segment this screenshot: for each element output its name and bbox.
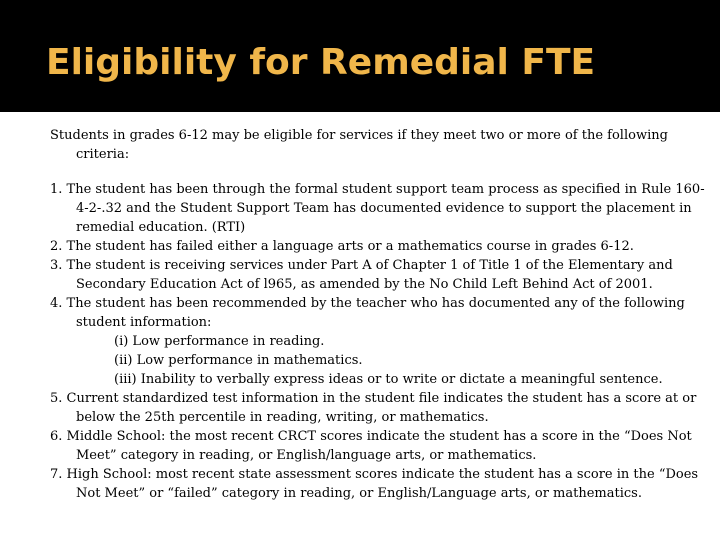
criterion-2: 2. The student has failed either a language arts or a mathematics course in grades 6-12.: [50, 239, 634, 254]
criterion-7: 7. High School: most recent state assessment scores indicate the student has a score in the “Does Not Meet” or “failed” category in reading, or English/Language arts, or mathematics.: [50, 467, 699, 501]
criterion-6: 6. Middle School: the most recent CRCT scores indicate the student has a score in the “Does Not Meet” category in reading, or English/language arts, or mathematics.: [50, 429, 692, 463]
intro-text: Students in grades 6-12 may be eligible for services if they meet two or more of the following criteria:: [50, 128, 668, 162]
criteria-list: [50, 180, 710, 503]
criterion-1: 1. The student has been through the formal student support team process as specified in Rule 160-4-2-.32 and the Student Support Team has documented evidence to support the placement in remedial education. (RTI): [50, 182, 705, 235]
subitem-low-reading: (i) Low performance in reading.: [114, 334, 325, 349]
slide-content: [50, 126, 710, 503]
title-bar: [0, 0, 720, 112]
subitem-low-math: (ii) Low performance in mathematics.: [114, 353, 363, 368]
criterion-3: 3. The student is receiving services under Part A of Chapter 1 of Title 1 of the Elementary and Secondary Education Act of l965, as amended by the No Child Left Behind Act of 2001.: [50, 258, 673, 292]
subitem-express-ideas: (iii) Inability to verbally express ideas or to write or dictate a meaningful sentence.: [114, 372, 663, 387]
criterion-4-text: 4. The student has been recommended by the teacher who has documented any of the following student information:: [50, 296, 685, 330]
criterion-5: 5. Current standardized test information in the student file indicates the student has a score at or below the 25th percentile in reading, writing, or mathematics.: [50, 391, 697, 425]
slide-title: Eligibility for Remedial FTE: [46, 42, 596, 83]
criterion-4: [50, 294, 710, 389]
